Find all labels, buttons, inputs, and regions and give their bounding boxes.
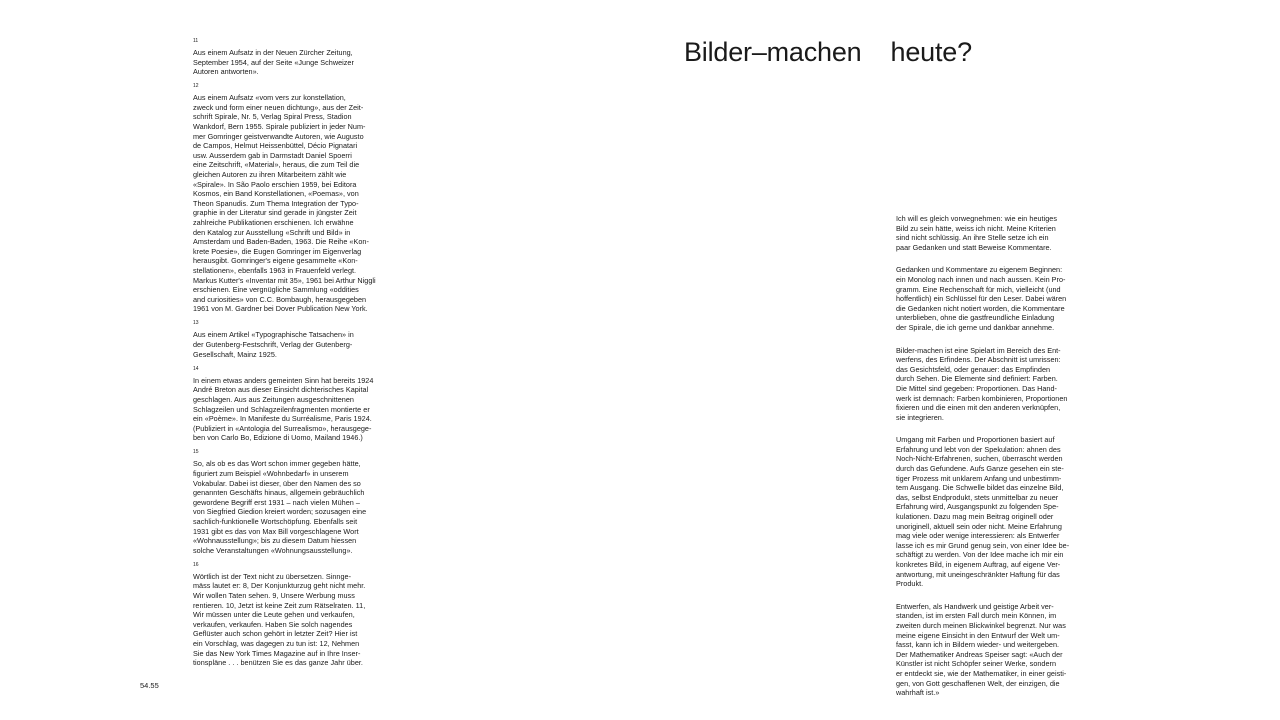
- title-part-1: Bilder–machen: [684, 37, 862, 67]
- footnotes-column: [193, 38, 398, 674]
- page-title: [684, 34, 972, 70]
- footnote-text: Aus einem Aufsatz «vom vers zur konstellation, zweck und form einer neuen dichtung», aus der Zeit- schrift Spirale, Nr. 5, Verlag Spiral Press, Stadion Wankdorf, Bern 1955. Spirale publiziert in jeder Num- mer Gomringer geistverwandte Autoren, wie Augusto de Campos, Helmut Heissenbüttel, Décio Pignatari usw. Ausserdem gab in Darmstadt Daniel Spoerri eine Zeitschrift, «Material», heraus, die zum Teil die gleichen Autoren zu ihren Mitarbeitern zählt wie «Spirale». In São Paolo erschien 1959, bei Editora Kosmos, ein Band Konstellationen, «Poemas», von Theon Spanudis. Zum Thema Integration der Typo- graphie in der Literatur sind gerade in jüngster Zeit zahlreiche Publikationen erschienen. Ich erwähne den Katalog zur Ausstellung «Schrift und Bild» in Amsterdam und Baden-Baden, 1963. Die Reihe «Kon- krete Poesie», die Eugen Gomringer im Eigenverlag herausgibt. Gomringer's eigene gesammelte «Kon- stellationen», ebenfalls 1963 in Frauenfeld verlegt. Markus Kutter's «Inventar mit 35», 1961 bei Arthur Niggli erschienen. Eine vergnügliche Sammlung «oddities and curiosities» von C.C. Bombaugh, herausgegeben 1961 von M. Gardner bei Dover Publication New York.: [193, 93, 376, 314]
- essay-paragraph: Gedanken und Kommentare zu eigenem Beginnen: ein Monolog nach innen und nach aussen. Kein Pro- gramm. Eine Rechenschaft für mich, vielleicht (und hoffentlich) ein Schlüssel für den Leser. Dabei wären die Gedanken nicht notiert worden, die Kommentare unterblieben, ohne die gastfreundliche Einladung der Spirale, die ich gerne und dankbar annehme.: [896, 265, 1067, 332]
- footnote: [193, 449, 398, 555]
- footnote-text: So, als ob es das Wort schon immer gegeben hätte, figuriert zum Beispiel «Wohnbedarf» in unserem Vokabular. Dabei ist dieser, über den Namen des so genannten Geschäfts hinaus, allgemein gebräuchlich gewordene Begriff erst 1931 – nach vielen Mühen – von Siegfried Giedion kreiert worden; sozusagen eine sachlich-funktionelle Wortschöpfung. Ebenfalls seit 1931 gibt es das von Max Bill vorgeschlagene Wort «Wohnausstellung»; bis zu diesem Datum hiessen solche Veranstaltungen «Wohnungsausstellung».: [193, 459, 367, 555]
- footnote-text: Aus einem Artikel «Typographische Tatsachen» in der Gutenberg-Festschrift, Verlag der Gutenberg- Gesellschaft, Mainz 1925.: [193, 330, 354, 359]
- footnote: [193, 562, 398, 668]
- essay-column: [896, 214, 1096, 711]
- essay-paragraph: Umgang mit Farben und Proportionen basiert auf Erfahrung und lebt von der Spekulation: ahnen des Noch-Nicht-Erfahrenen, suchen, überrascht werden durch das Gefundene. Aufs Ganze gesehen ein ste- tiger Prozess mit unklarem Anfang und unbestimm- tem Ausgang. Die Schwelle bildet das einzelne Bild, das, selbst Endprodukt, stets unmittelbar zu neuer Erfahrung wird, Ausgangspunkt zu folgenden Spe- kulationen. Dazu mag mein Beitrag originell oder unoriginell, aktuell sein oder nicht. Meine Erfahrung mag viele oder wenige interessieren: als Entwerfer lasse ich es mir Grund genug sein, von einer Idee be- schäftigt zu werden. Von der Idee mache ich mir ein konkretes Bild, in eigenem Auftrag, auf eigene Ver- antwortung, mit uneingeschränkter Haftung für das Produkt.: [896, 435, 1070, 589]
- footnote: [193, 83, 398, 314]
- footnote: [193, 320, 398, 359]
- footnote-text: Wörtlich ist der Text nicht zu übersetzen. Sinnge- mäss lautet er: 8, Der Konjunkturzug geht nicht mehr. Wir wollen Taten sehen. 9, Unsere Werbung muss rentieren. 10, Jetzt ist keine Zeit zum Rätselraten. 11, Wir müssen unter die Leute gehen und verkaufen, verkaufen, verkaufen. Haben Sie solch nagendes Geflüster auch schon gehört in letzter Zeit? Hier ist ein Vorschlag, was dagegen zu tun ist: 12, Nehmen Sie das New York Times Magazine auf in Ihre Inser- tionspläne . . . benützen Sie es das ganze Jahr über.: [193, 571, 366, 668]
- essay-paragraph: Ich will es gleich vorwegnehmen: wie ein heutiges Bild zu sein hätte, weiss ich nicht. Meine Kriterien sind nicht schlüssig. An ihre Stelle setze ich ein paar Gedanken und statt Beweise Kommentare.: [896, 214, 1057, 252]
- footnote: [193, 38, 398, 77]
- footnote-number: 14: [193, 365, 199, 372]
- essay-paragraph: Bilder-machen ist eine Spielart im Bereich des Ent- werfens, des Erfindens. Der Abschnitt ist umrissen: das Gesichtsfeld, oder genauer: das Empfinden durch Sehen. Die Elemente sind definiert: Farben. Die Mittel sind gegeben: Proportionen. Das Hand- werk ist demnach: Farben kombinieren, Proportionen fixieren und die einen mit den anderen verknüpfen, sie integrieren.: [896, 345, 1068, 422]
- footnote: [193, 366, 398, 443]
- footnote-number: 11: [193, 38, 199, 44]
- page-number: 54.55: [140, 681, 159, 690]
- footnote-text: Aus einem Aufsatz in der Neuen Zürcher Zeitung, September 1954, auf der Seite «Junge Schweizer Autoren antworten».: [193, 48, 354, 77]
- essay-paragraph: Entwerfen, als Handwerk und geistige Arbeit ver- standen, ist im ersten Fall durch mein Können, im zweiten durch meinen Blickwinkel begrenzt. Nur was meine eigene Einsicht in den Entwurf der Welt um- fasst, kann ich in Bildern wieder- und weitergeben. Der Mathematiker Andreas Speiser sagt: «Auch der Künstler ist nicht Schöpfer seiner Werke, sondern er entdeckt sie, wie der Mathematiker, in einer geisti- gen, von Gott geschaffenen Welt, der einzigen, die wahrhaft ist.»: [896, 601, 1067, 698]
- right-page: [640, 0, 1280, 720]
- title-part-2: heute?: [890, 37, 972, 67]
- footnote-number: 15: [193, 449, 199, 456]
- footnote-number: 16: [193, 561, 199, 568]
- footnote-text: In einem etwas anders gemeinten Sinn hat bereits 1924 André Breton aus dieser Einsicht dichterisches Kapital geschlagen. Aus aus Zeitungen ausgeschnittenen Schlagzeilen und Schlagzeilenfragmenten montierte er ein «Poème». In Manifeste du Surréalisme, Paris 1924. (Publiziert in «Antologia del Surrealismo», herausgege- ben von Carlo Bo, Edizione di Uomo, Mailand 1946.): [193, 375, 374, 443]
- footnote-number: 13: [193, 320, 199, 327]
- footnote-number: 12: [193, 83, 199, 90]
